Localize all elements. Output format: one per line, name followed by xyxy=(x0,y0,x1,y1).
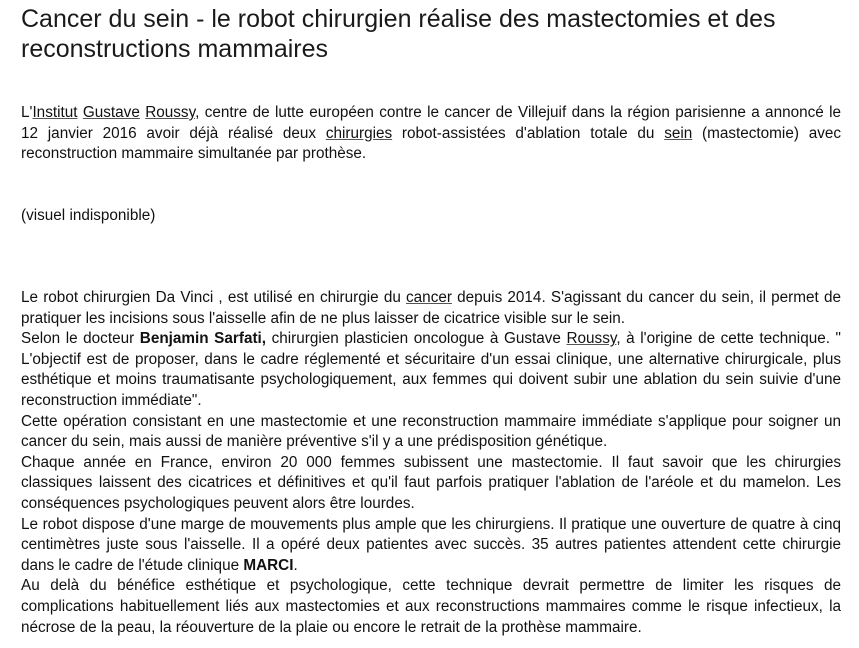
intro-text: L' xyxy=(21,104,33,121)
paragraph-text: depuis 2014. S'agissant du cancer du sein, il permet de pratiquer les incisions sous l'aisselle afin de ne plus laisser de cicatrice visible sur le sein. xyxy=(21,289,841,327)
visual-unavailable-note: (visuel indisponible) xyxy=(21,207,156,224)
paragraph-text: Selon le docteur xyxy=(21,330,140,348)
paragraph-robot xyxy=(21,288,841,329)
paragraph-text: Le robot chirurgien Da Vinci , est utilisé en chirurgie du xyxy=(21,289,407,306)
link-chirurgies[interactable]: chirurgies xyxy=(325,124,393,142)
link-sein[interactable]: sein xyxy=(664,124,693,142)
intro-text: (mastectomie) avec reconstruction mammaire simultanée par prothèse. xyxy=(21,124,842,162)
paragraph-operation: Cette opération consistant en une mastectomie et une reconstruction mammaire immédiate s'applique pour soigner un cancer du sein, mais aussi de manière préventive s'il y a une prédisposition génétique. xyxy=(21,412,841,451)
link-institut[interactable]: Institut xyxy=(32,104,78,121)
paragraph-marge xyxy=(21,515,841,577)
intro-text: robot-assistées d'ablation totale du xyxy=(392,124,665,142)
doctor-name: Benjamin Sarfati, xyxy=(139,330,267,348)
paragraph-sarfati xyxy=(21,329,841,411)
paragraph-text: Le robot dispose d'une marge de mouvements plus ample que les chirurgiens. Il pratique une ouverture de quatre à cinq centimètres juste sous l'aisselle. Il a opéré deux patientes avec succès. 35 autres patientes attendent cette chirurgie dans le cadre de l'étude clinique xyxy=(21,515,841,574)
intro-paragraph xyxy=(21,103,841,165)
article-body xyxy=(21,288,841,638)
link-roussy[interactable]: Roussy xyxy=(145,104,196,121)
link-gustave[interactable]: Gustave xyxy=(82,104,140,121)
paragraph-chaque-annee: Chaque année en France, environ 20 000 femmes subissent une mastectomie. Il faut savoir que les chirurgies classiques laissent des cicatrices et définitives et qu'il faut parfois pratiquer l'ablation de l'aréole et du mamelon. Les conséquences psychologiques peuvent alors être lourdes. xyxy=(21,453,841,512)
page-title: Cancer du sein - le robot chirurgien réalise des mastectomies et des reconstructions mammaires xyxy=(21,5,776,63)
paragraph-text: . xyxy=(293,556,298,574)
paragraph-text: , à l'origine de cette technique. " L'objectif est de proposer, dans le cadre réglementé et sécuritaire d'un essai clinique, une alternative chirurgicale, plus esthétique et moins traumatisante psychologiquement, aux femmes qui doivent subir une ablation du sein suivie d'une reconstruction immédiate". xyxy=(21,330,841,409)
link-cancer[interactable]: cancer xyxy=(406,289,452,306)
paragraph-text: chirurgien plasticien oncologue à Gustave xyxy=(266,330,567,348)
paragraph-benefice: Au delà du bénéfice esthétique et psychologique, cette technique devrait permettre de limiter les risques de complications habituellement liés aux mastectomies et aux reconstructions mammaires comme le risque infectieux, la nécrose de la peau, la réouverture de la plaie ou encore le retrait de la prothèse mammaire. xyxy=(21,577,841,636)
study-name: MARCI xyxy=(243,556,294,574)
intro-text: , centre de lutte européen contre le cancer de Villejuif dans la région parisienne a annoncé le 12 janvier 2016 avoir déjà réalisé deux xyxy=(21,104,842,142)
link-roussy-2[interactable]: Roussy xyxy=(566,330,617,348)
